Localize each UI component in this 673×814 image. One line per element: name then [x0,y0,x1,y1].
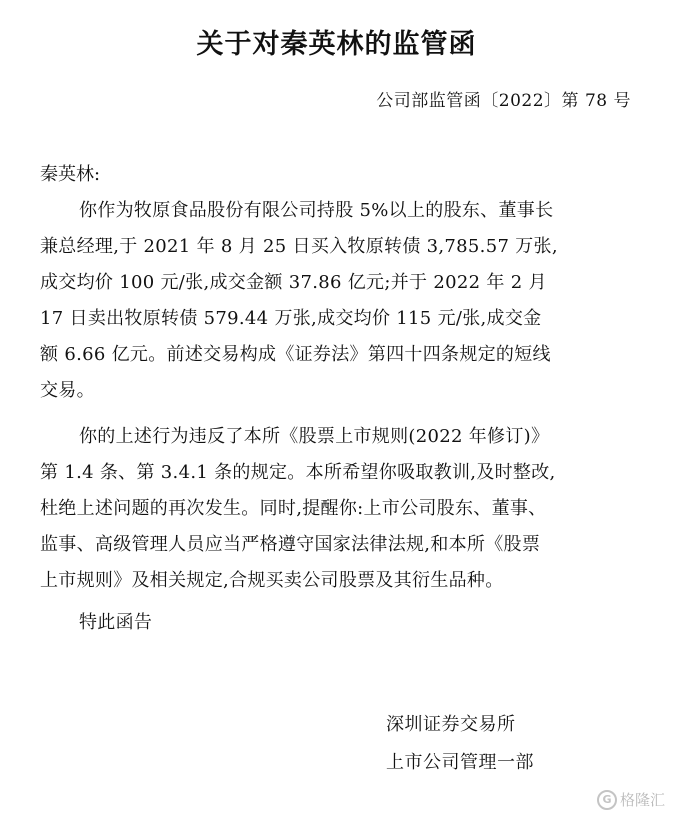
watermark [597,789,665,810]
body-line: 第 1.4 条、第 3.4.1 条的规定。本所希望你吸取教训,及时整改, [40,462,556,483]
body-line: 额 6.66 亿元。前述交易构成《证券法》第四十四条规定的短线 [40,344,551,365]
body-line: 上市规则》及相关规定,合规买卖公司股票及其衍生品种。 [40,570,504,591]
body-line: 你的上述行为违反了本所《股票上市规则(2022 年修订)》 [79,426,550,447]
body-line: 你作为牧原食品股份有限公司持股 5%以上的股东、董事长 [79,200,554,221]
body-line: 成交均价 100 元/张,成交金额 37.86 亿元;并于 2022 年 2 月 [40,272,547,293]
body-line: 杜绝上述问题的再次发生。同时,提醒你:上市公司股东、董事、 [40,498,547,519]
salutation: 秦英林: [40,164,101,185]
watermark-text: 格隆汇 [619,791,665,809]
body-line: 监事、高级管理人员应当严格遵守国家法律法规,和本所《股票 [40,534,541,555]
signature-dept: 上市公司管理一部 [386,752,534,773]
body-line: 17 日卖出牧原转债 579.44 万张,成交均价 115 元/张,成交金 [40,308,542,329]
closing-line: 特此函告 [79,612,153,633]
body-line: 兼总经理,于 2021 年 8 月 25 日买入牧原转债 3,785.57 万张, [40,236,558,257]
document-title: 关于对秦英林的监管函 [196,29,477,60]
watermark-logo-icon: G [597,790,617,810]
document-number: 公司部监管函〔2022〕第 78 号 [376,91,631,111]
body-line: 交易。 [40,380,95,401]
signature-org: 深圳证券交易所 [386,714,516,735]
